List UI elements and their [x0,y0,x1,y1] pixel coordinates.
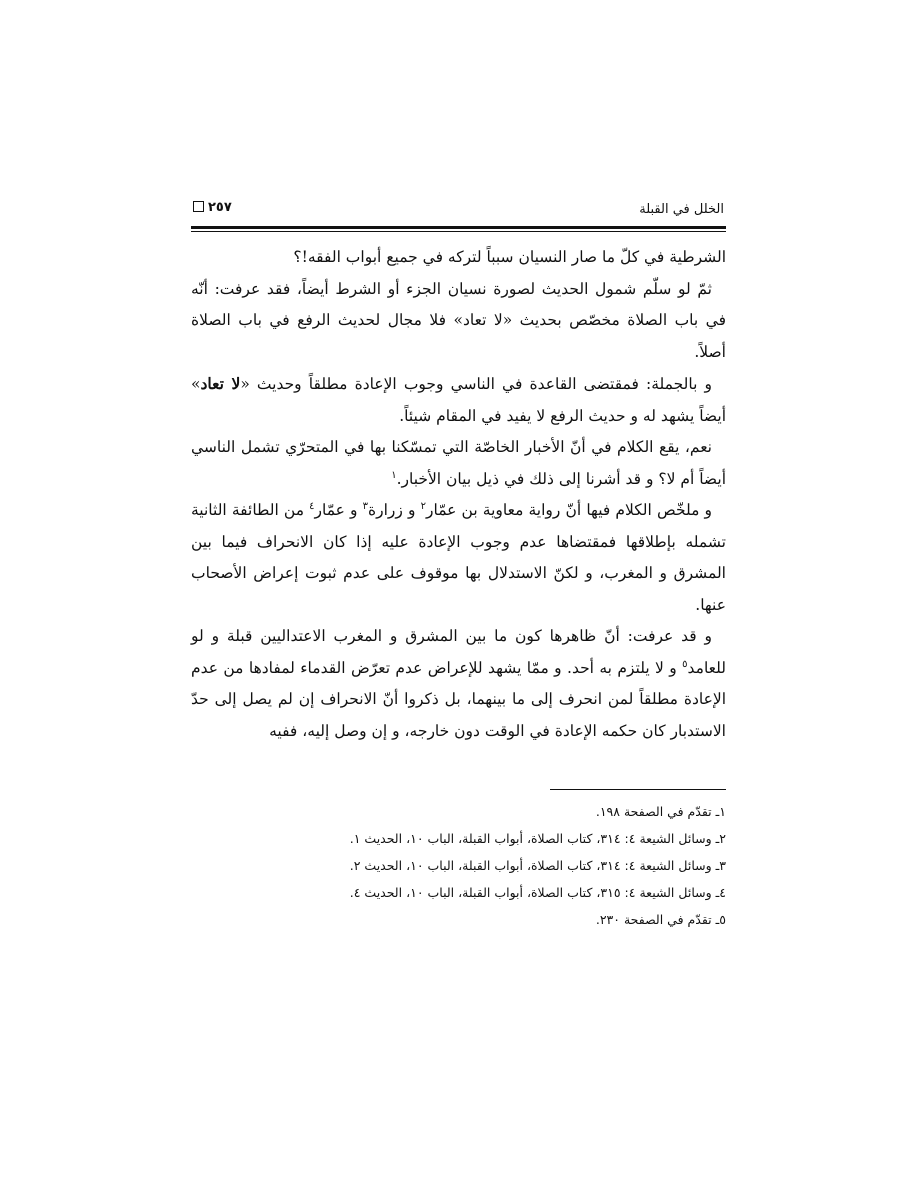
main-text [191,242,726,747]
footnote-separator [550,789,726,790]
paragraph-2: ثمّ لو سلّم شمول الحديث لصورة نسيان الجزء أو الشرط أيضاً، فقد عرفت: أنّه في باب الصلاة مخصّص بحديث «لا تعاد» فلا مجال لحديث الرفع في باب الصلاة أصلاً. [191,279,726,361]
page-header [191,196,726,226]
footnote-ref-5[interactable]: ٥ [682,658,688,670]
footnote-ref-2[interactable]: ٢ [420,500,426,512]
paragraph-5-text: و ملخّص الكلام فيها أنّ رواية معاوية بن عمّار [426,501,712,519]
footnote-ref-4[interactable]: ٤ [309,500,315,512]
paragraph-5-text-d: من الطائفة الثانية تشمله بإطلاقها فمقتضاها عدم وجوب الإعادة عليه إذا كان الانحراف فيما بين المشرق و المغرب، و لكنّ الاستدلال بها موقوف على عدم ثبوت إعراض الأصحاب عنها. [191,501,726,614]
footnote-ref-1[interactable]: ١ [391,469,397,481]
paragraph-3-text: و بالجملة: فمقتضى القاعدة في الناسي وجوب الإعادة مطلقاً وحديث « [240,375,712,393]
header-rule-thick [191,226,726,229]
header-rule-thin [191,231,726,232]
paragraph-4-text: نعم، يقع الكلام في أنّ الأخبار الخاصّة التي تمسّكنا بها في المتحرّي تشمل الناسي أيضاً أم لا؟ و قد أشرنا إلى ذلك في ذيل بيان الأخبار. [191,438,726,488]
running-title: الخلل في القبلة [639,202,724,217]
footnote-ref-3[interactable]: ٣ [362,500,369,512]
paragraph-6-text-b: و لا يلتزم به أحد. و ممّا يشهد للإعراض عدم تعرّض القدماء لمفادها من عدم الإعادة مطلقاً لمن انحرف إلى ما بينهما، بل ذكروا أنّ الانحراف إن لم يصل إلى حدّ الاستدبار كان حكمه الإعادة في الوقت دون خارجه، و إن وصل إليه، ففيه [191,658,726,740]
footnote-4: ٤ـ وسائل الشيعة ٤: ٣١٥، كتاب الصلاة، أبواب القبلة، الباب ١٠، الحديث ٤. [349,885,726,900]
paragraph-3 [191,368,726,432]
footnote-5: ٥ـ تقدّم في الصفحة ٢٣٠. [595,912,726,927]
paragraph-1: الشرطية في كلّ ما صار النسيان سبباً لتركه في جميع أبواب الفقه!؟ [293,248,726,266]
footnote-3: ٣ـ وسائل الشيعة ٤: ٣١٤، كتاب الصلاة، أبواب القبلة، الباب ١٠، الحديث ٢. [349,858,726,873]
paragraph-6-text: و قد عرفت: أنّ ظاهرها كون ما بين المشرق و المغرب الاعتداليين قبلة و لو للعامد [191,627,726,677]
paragraph-5-text-b: و زرارة [368,501,421,519]
page-number [193,200,232,215]
paragraph-4 [191,432,726,495]
bold-term: لا تعاد [200,374,241,393]
paragraph-5 [191,495,726,621]
footnote-2: ٢ـ وسائل الشيعة ٤: ٣١٤، كتاب الصلاة، أبواب القبلة، الباب ١٠، الحديث ١. [349,831,726,846]
page-number-text: ٢٥٧ [208,200,232,215]
book-page [191,196,726,933]
footnotes [191,798,726,933]
paragraph-6 [191,621,726,747]
paragraph-3-text-end: » أيضاً يشهد له و حديث الرفع لا يفيد في المقام شيئاً. [191,375,726,425]
square-bullet-icon [193,201,204,212]
footnote-1: ١ـ تقدّم في الصفحة ١٩٨. [595,804,726,819]
paragraph-5-text-c: و عمّار [314,501,363,519]
